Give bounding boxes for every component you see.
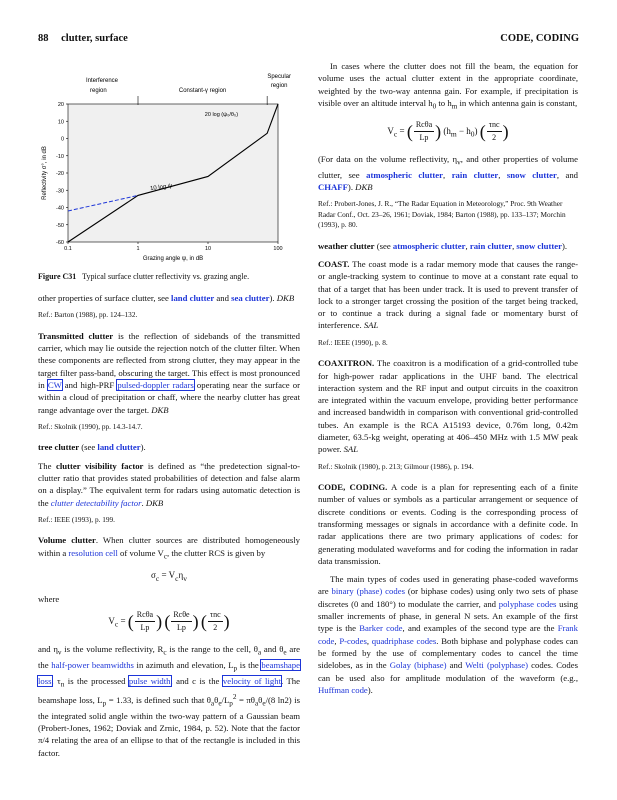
region-label-specular: Specular [267,74,292,80]
y-tick-label: 0 [60,136,64,143]
coast-paragraph: COAST. The coast mode is a radar memory mode that causes the range- or angle-tracking system to continue to move at a constant rate equal to that of a target that has been under track. It is used to prevent transfer of lock to a stronger target crossing the position of the target being tracked, or to continue a track during a signal fade or momentary burst of interference. SAL [318,258,578,331]
link-clutter-detectability-factor[interactable]: clutter detectability factor [50,497,142,508]
term-tree-clutter: tree clutter [38,442,80,453]
term-coaxitron: COAXITRON. [318,358,375,369]
y-tick-label: 10 [57,119,64,126]
clutter-visibility-paragraph: The clutter visibility factor is defined as “the predetection signal-to-clutter ratio that provides stated probabilities of detection and false alarm on a display.” The equivalent term for radars using automatic detection is the clutter detectability factor. DKB [38,460,301,508]
beam-fill-paragraph: In cases where the clutter does not fill the beam, the equation for volume uses the actual clutter extent in the appropriate coordinate, weighted by the two-way antenna gain. For example, if precipitation is visible over an altitude interval $h_0$ to $h_m$ in which antenna gain is constant, [318,61,578,111]
link-chaff[interactable]: CHAFF [318,181,348,192]
term-transmitted-clutter: Transmitted clutter [38,330,114,341]
term-code-coding: CODE, CODING. [318,482,388,493]
link-rain-clutter[interactable]: rain clutter [451,169,499,180]
x-tick-label: 100 [273,246,283,252]
link-welti-polyphase[interactable]: Welti (polyphase) [465,660,528,671]
link-rain-clutter-2[interactable]: rain clutter [469,240,513,251]
link-half-power-beamwidths[interactable]: half-power beamwidths [51,659,134,670]
page-number: 88 [38,33,49,44]
reference-1: Ref.: Barton (1988), pp. 124–132. [38,310,138,320]
link-snow-clutter[interactable]: snow clutter [506,169,557,180]
header-title-right: CODE, CODING [500,33,579,44]
y-tick-label: -10 [56,153,64,160]
x-tick-label: 0.1 [64,246,72,252]
term-volume-clutter: Volume clutter [38,535,96,546]
volume-reflectivity-paragraph: (For data on the volume reflectivity, $\eta_v$, and other properties of volume clutter, see atmospheric clutter, rain clutter, snow clutter, and CHAFF). DKB [318,153,579,192]
reflectivity-chart [38,60,300,265]
link-atmospheric-clutter[interactable]: atmospheric clutter [366,169,444,180]
code-coding-paragraph: CODE, CODING. A code is a plan for representing each of a finite number of values or symbols as a particular arrangement or sequence of discrete conditions or events. Coding is the corresponding process of transforming messages or signals in accordance with a definite code. In radar applications there are two primary applications of codes: for generating modulated waveforms and for coding the information in radar data transmission. [318,482,578,566]
author-initials: DKB [276,293,295,303]
link-velocity-of-light[interactable]: velocity of light [222,675,281,686]
link-pulsed-doppler-radars[interactable]: pulsed-doppler radars [117,379,194,390]
link-binary-phase-codes[interactable]: binary (phase) codes [331,586,405,597]
link-frank-code[interactable]: Frank code [318,623,578,646]
link-golay-biphase[interactable]: Golay (biphase) [389,660,447,671]
reference-4: Ref.: Probert-Jones, J. R., “The Radar Equation in Meteorology,” Proc. 9th Weather Radar Conf., Oct. 23–26, 1961; Doviak, 1984; Barton (1988), pp. 133–137; Morchin (1993), p. 80. [318,199,566,230]
y-tick-label: -20 [56,171,64,177]
region-label-interference-2: region [90,88,107,94]
coaxitron-paragraph: COAXITRON. The coaxitron is a modification of a grid-controlled tube for high-power radar applications in the UHF band. The electrical interaction system and the RF input and output circuits in the coaxitron are integrated within the vacuum envelope, providing better performance and increased bandwidth in comparison with conventional grid-controlled tubes. An example is the RCA A15193 device, 0.76m long, 0.42m diameter, 63.5-kg weight, operating at 406–450 MHz with 1.5 MW peak power. SAL [318,358,578,455]
left-column [38,60,300,765]
link-quadriphase-codes[interactable]: quadriphase codes [371,635,437,646]
figure-label: Figure C31 [38,272,77,281]
y-axis-label: Reflectivity σ°, in dB [42,146,48,200]
link-atmospheric-clutter-2[interactable]: atmospheric clutter [392,240,466,251]
weather-clutter-paragraph: weather clutter (see atmospheric clutter, rain clutter, snow clutter). [318,240,568,251]
term-weather-clutter: weather clutter [318,240,375,251]
transmitted-clutter-paragraph: Transmitted clutter is the reflection of sidebands of the transmitted carrier, which may lie outside the rejection notch of the clutter filter. When these components are reflected from strong clutter, they may appear in the target filter pass-band, obscuring the target. This effect is most pronounced in CW and high-PRF pulsed-doppler radars operating near the surface or within a cloud of precipitation or chaff, where the nearby clutter has great range advantage over the target. DKB [38,330,301,415]
figure-caption [38,271,300,282]
link-pulse-width[interactable]: pulse width [128,675,171,686]
y-tick-label: -60 [56,240,64,246]
x-tick-label: 10 [204,246,212,252]
volume-clutter-paragraph: Volume clutter. When clutter sources are distributed homogeneously within a resolution cell of volume $V_c$, the clutter RCS is given by [38,535,300,561]
running-header-left [38,33,128,44]
x-axis-label: Grazing angle ψ, in dB [142,256,204,262]
region-label-interference: Interference [86,78,119,84]
y-tick-label: -50 [56,222,64,229]
surface-clutter-paragraph: other properties of surface clutter, see land clutter and sea clutter). DKB [38,293,295,303]
link-land-clutter[interactable]: land clutter [171,293,215,303]
reference-6: Ref.: Skolnik (1980), p. 213; Gilmour (1986), p. 194. [318,461,474,471]
equation-volume-altitude: $V_c$ = ( $\frac{\text{Rcθa}}{Lp}$ ) $(h_m - h_0)$ ( $\frac{\text{τnc}}{2}$ ) [387,119,509,143]
link-cw[interactable]: CW [47,379,62,390]
equation-volume: $V_c$ = ( $\frac{\text{Rcθa}}{Lp}$ ) ( $\frac{\text{Rcθe}}{Lp}$ ) ( $\frac{\text{τnc}}{2}$ ) [108,610,230,633]
reference-5: Ref.: IEEE (1990), p. 8. [318,337,388,347]
link-resolution-cell[interactable]: resolution cell [68,547,118,558]
link-polyphase-codes[interactable]: polyphase codes [498,598,557,609]
annotation-10logpsi: 10 log ψ [149,183,173,193]
tree-clutter-paragraph: tree clutter (see land clutter). [38,442,146,453]
link-beamshape-loss[interactable]: beamshape loss [38,659,300,686]
y-tick-label: 20 [57,102,64,108]
link-sea-clutter[interactable]: sea clutter [231,293,270,303]
equation-rcs: $\sigma_c = V_c\eta_v$ [151,569,187,583]
reference-3: Ref.: IEEE (1993), p. 199. [38,514,116,524]
term-clutter-visibility-factor: clutter visibility factor [55,460,144,471]
region-label-specular-2: region [270,83,288,89]
where-label: where [38,593,60,604]
link-snow-clutter-2[interactable]: snow clutter [516,240,563,251]
volume-definitions-paragraph: and $\eta_v$ is the volume reflectivity, $R_c$ is the range to the cell, $\theta_a$ and $\theta_e$ are the half-power beamwidths in azimuth and elevation, $L_p$ is the beamshape loss, $\tau_n$ is the processed pulse width, and c is the velocity of light. The beamshape loss, $L_p = 1.33$, is defined such that $\theta_a\theta_e/L_p^2 = \pi\theta_a\theta_e/(8$ ln2) is the integrated solid angle within the two-way pattern of a Gaussian beam (Probert-Jones, 1962; Doviak and Zrnic, 1984, p. 52). Note that the factor π/4 relating the area of an ellipse to that of the rectangle is included in this factor. [38,643,300,758]
annotation-20log: 20 log (ψ₀/θ₀) [204,112,239,119]
link-barker-code[interactable]: Barker code [359,623,403,634]
y-tick-label: -30 [56,188,64,195]
figure-caption-text: Typical surface clutter reflectivity vs. grazing angle. [82,272,250,281]
reference-2: Ref.: Skolnik (1990), pp. 14.3-14.7. [38,421,143,431]
code-types-paragraph: The main types of codes used in generating phase-coded waveforms are binary (phase) codes (or biphase codes) using only two sets of phase discretes (0 and 180°) to modulate the carrier, and polyphase codes using smaller increments of phase, in general N sets. An example of the first type is the Barker code, and examples of the second type are the Frank code, P-codes, quadriphase codes. Both biphase and polyphase codes can be formed by the use of complementary codes to cancel the time sidelobes, as in the Golay (biphase) and Welti (polyphase) codes. Codes can be used also for amplitude modulation of the waveform (e.g., Huffman code). [318,574,578,695]
right-column [318,60,578,702]
link-huffman-code[interactable]: Huffman code [318,684,368,695]
link-p-codes[interactable]: P-codes [339,635,367,646]
header-title-left: clutter, surface [61,33,128,44]
x-tick-label: 1 [136,246,140,252]
link-land-clutter-2[interactable]: land clutter [97,442,141,453]
term-coast: COAST. [318,258,350,269]
y-tick-label: -40 [56,205,64,212]
region-label-constant-gamma: Constant-γ region [178,88,227,94]
